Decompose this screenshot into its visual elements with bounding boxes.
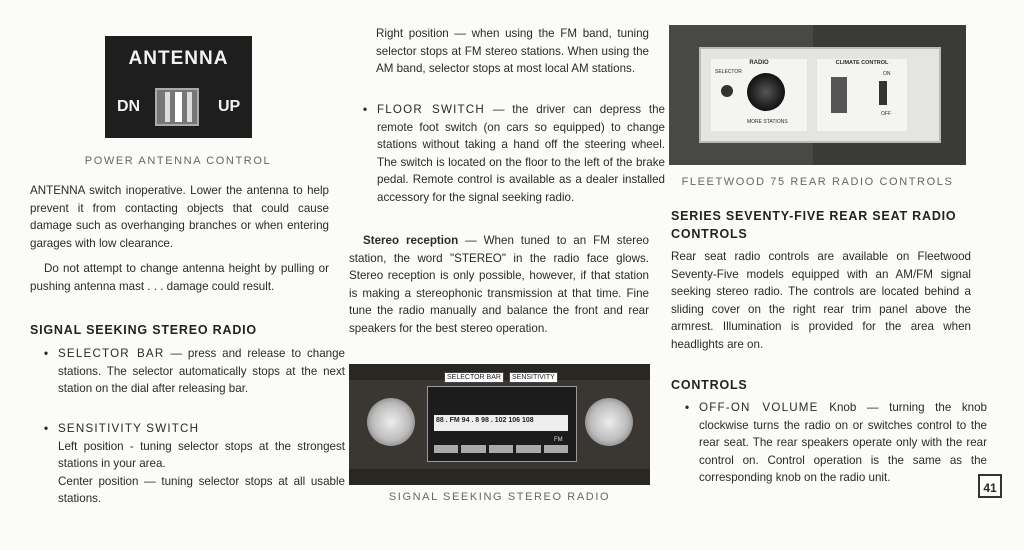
selector-bar-label: SELECTOR BAR — [444, 372, 504, 383]
selector-bar-item: • SELECTOR BAR — press and release to change stations. The selector automatically stops at the next station on the dial after releasing bar. — [44, 347, 345, 396]
rear-radio-caption: FLEETWOOD 75 REAR RADIO CONTROLS — [681, 176, 954, 188]
radio-face — [427, 386, 577, 462]
page-number: 41 — [978, 474, 1002, 498]
right-position-text: Right position — when using the FM band, tuning selector stops at FM stereo stations. When using the AM band, selector stops at most local AM stations. — [376, 27, 649, 76]
climate-off-label: OFF — [881, 111, 891, 117]
stereo-reception-text: Stereo reception — When tuned to an FM stereo station, the word "STEREO" in the radio face glows. Stereo reception is only possible, however, if that station is making a stereophonic transmission at that time. Fine tune the radio manually and balance the front and rear speakers for the best stereo operation. — [349, 234, 649, 335]
left-knob — [367, 398, 415, 446]
rear-control-panel — [699, 47, 941, 143]
right-knob — [585, 398, 633, 446]
antenna-rocker-switch — [155, 88, 199, 126]
antenna-caution-text: Do not attempt to change antenna height by pulling or pushing antenna mast . . . damage could result. — [30, 262, 329, 293]
rear-selector-label: SELECTOR — [715, 69, 742, 75]
controls-heading: CONTROLS — [671, 378, 748, 392]
climate-switch-right — [879, 81, 887, 105]
floor-switch-item: • FLOOR SWITCH — the driver can depress the remote foot switch (on cars so equipped) to change stations without taking a hand off the steering wheel. The switch is located on the floor to the left of the brake pedal. Remote control is available as a dealer installed accessory for the signal seeking radio. — [363, 103, 665, 204]
antenna-switch-photo — [105, 36, 252, 138]
more-stations-label: MORE STATIONS — [747, 119, 788, 125]
rear-radio-photo — [669, 25, 966, 165]
antenna-warning-text: ANTENNA switch inoperative. Lower the antenna to help prevent it from contacting objects that could cause damage such as overhanging branches or when entering garages with low clearance. — [30, 184, 329, 250]
rear-seat-radio-text: Rear seat radio controls are available on Fleetwood Seventy-Five models equipped with an AM/FM signal seeking stereo radio. The controls are located behind a sliding cover on the right rear trim panel above the armrest. Illumination is provided for the area when headlights are on. — [671, 250, 971, 351]
climate-on-label: ON — [883, 71, 891, 77]
rear-volume-knob — [747, 73, 785, 111]
sensitivity-switch-item: • SENSITIVITY SWITCH Left position - tuning selector stops at the strongest stations in your area. Center position — tuning selector stops at all usable stations. — [44, 422, 345, 506]
rear-seat-radio-heading: SERIES SEVENTY-FIVE REAR SEAT RADIO CONTROLS — [671, 209, 957, 241]
rear-selector-button — [721, 85, 733, 97]
off-on-volume-item: • OFF-ON VOLUME Knob — turning the knob clockwise turns the radio on or switches control to the rear seat. The rear speakers operate only with the rear control on. Control operation is the same as the corresponding knob on the radio unit. — [685, 401, 988, 485]
climate-label: CLIMATE CONTROL — [835, 60, 889, 66]
rear-radio-section — [711, 59, 807, 131]
antenna-up-label: UP — [218, 98, 241, 115]
stereo-radio-caption: SIGNAL SEEKING STEREO RADIO — [388, 491, 611, 503]
sensitivity-label: SENSITIVITY — [509, 372, 558, 383]
signal-seeking-heading: SIGNAL SEEKING STEREO RADIO — [30, 323, 257, 337]
rear-radio-label: RADIO — [749, 60, 769, 66]
antenna-down-label: DN — [117, 98, 141, 115]
climate-switch-left — [831, 77, 847, 113]
preset-buttons — [434, 445, 568, 453]
antenna-caption: POWER ANTENNA CONTROL — [84, 155, 272, 167]
antenna-label: ANTENNA — [128, 48, 229, 69]
climate-section — [817, 59, 907, 131]
fm-label: FM — [554, 437, 563, 443]
stereo-radio-photo — [349, 364, 650, 485]
radio-dial: 88 . FM 94 . 8 98 . 102 106 108 — [436, 417, 534, 424]
